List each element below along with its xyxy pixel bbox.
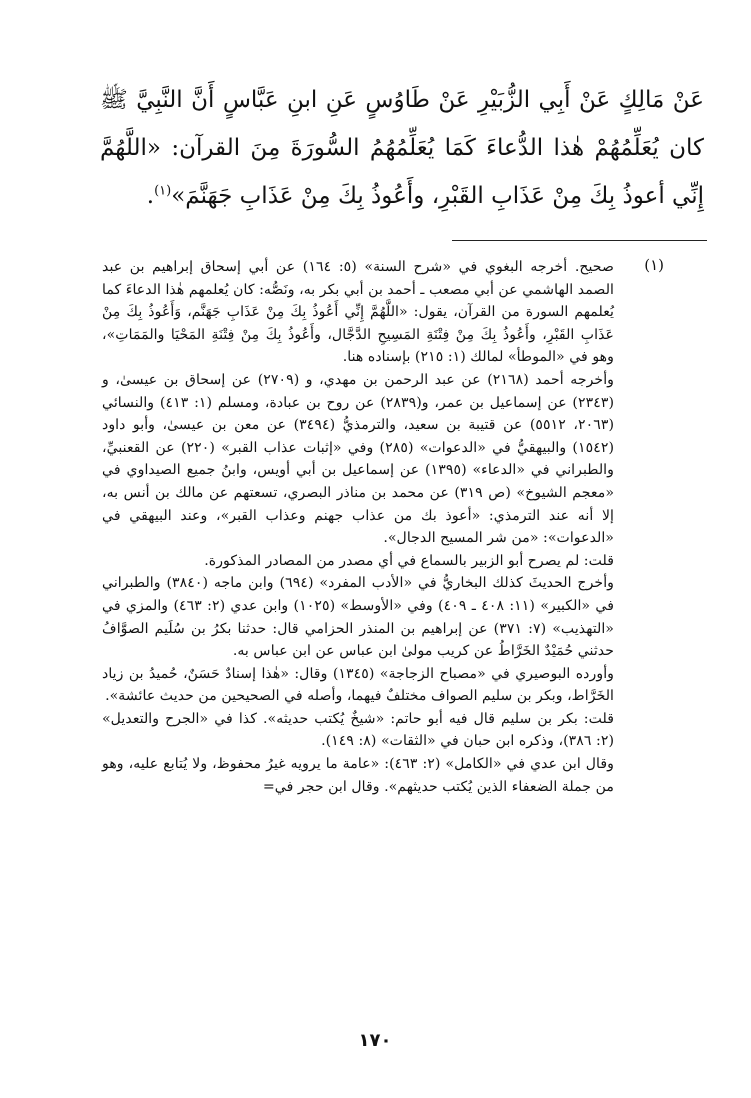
footnote-paragraph: وقال ابن عدي في «الكامل» (٢: ٤٦٣): «عامة ما يرويه غيرُ محفوظ، ولا يُتابع عليه، وهو من جملة الضعفاء الذين يُكتب حديثهم». وقال ابن حجر في= (102, 756, 614, 795)
hadith-text (100, 76, 704, 220)
hadith-paragraph (100, 76, 704, 220)
footnote-paragraph: وأخرجه أحمد (٢١٦٨) عن عبد الرحمن بن مهدي، و (٢٧٠٩) عن إسحاق بن عيسىٰ، و (٢٣٤٣) عن إسماعيل بن عمر، و(٢٨٣٩) عن روح بن عبادة، ومسلم (١: ٤١٣) والنسائي (٢٠٦٣، ٥٥١٢) عن قتيبة بن سعيد، والترمذيُّ (٣٤٩٤) عن معن بن عيسىٰ، وأبو داود (١٥٤٢) والبيهقيُّ في «الدعوات» (٢٨٥) وفي «إثبات عذاب القبر» (٢٢٠) عن القعنبيِّ، والطبراني في «الدعاء» (١٣٩٥) عن إسماعيل بن أبي أويس، وابنُ جميع الصيداوي في «معجم الشيوخ» (ص ٣١٩) عن محمد بن مناذر البصري، تسعتهم عن مالك بن أنس به، إلا أنه عند الترمذي: «أعوذ بك من عذاب جهنم وعذاب القبر»، وعند البيهقي في «الدعوات»: «من شر المسيح الدجال». (102, 371, 615, 547)
footnote-separator (452, 240, 707, 241)
footnote-paragraph: قلت: بكر بن سليم قال فيه أبو حاتم: «شيخٌ يُكتب حديثه». كذا في «الجرح والتعديل» (٢: ٣٨٦)، وذكره ابن حبان في «الثقات» (٨: ١٤٩). (102, 710, 614, 750)
footnote-reference: (١) (154, 183, 172, 199)
footnote-number: (١) (644, 256, 664, 274)
hadith-body: عَنْ مَالِكٍ عَنْ أَبِي الزُّبَيْرِ عَنْ طَاوُسٍ عَنِ ابنِ عَبَّاسٍ أَنَّ النَّبِيَّ ﷺ كان يُعَلِّمُهُمْ هٰذا الدُّعاءَ كَمَا يُعَلِّمُهُمُ السُّورَةَ مِنَ القرآن: «اللَّهُمَّ إِنِّي أعوذُ بِكَ مِنْ عَذَابِ القَبْرِ، وأَعُوذُ بِكَ مِنْ عَذَابِ جَهَنَّمَ» (100, 87, 704, 209)
page-number: ١٧٠ (358, 1030, 392, 1051)
footnote-paragraph: وأورده البوصيري في «مصباح الزجاجة» (١٣٤٥) وقال: «هٰذا إسنادٌ حَسَنٌ، حُميدُ بن زياد الخَرَّاط، وبكر بن سليم الصواف مختلفٌ فيهما، وأصله في الصحيحين من حديث عائشة». (102, 665, 614, 705)
hadith-end: . (146, 183, 155, 209)
footnote-block (102, 256, 614, 798)
footnote-paragraph: صحيح. أخرجه البغوي في «شرح السنة» (٥: ١٦٤) عن أبي إسحاق إبراهيم بن عبد الصمد الهاشمي عن أبي مصعب ـ أحمد بن أبي بكر به، ونَصُّه: كان يُعلمهم هٰذا الدعاءَ كما يُعلمهم السورة من القرآن، يقول: «اللَّهُمَّ إِنِّي أَعُوذُ بِكَ مِنْ عَذَابِ جَهَنَّم، وَأَعُوذُ بِكَ مِنْ عَذَابِ القَبْرِ، وأَعُوذُ بِكَ مِنْ فِتْنَةِ المَسِيحِ الدَّجَّال، وأَعُوذُ بِكَ مِنْ فِتْنَةِ المَحْيَا والمَمَاتِ»، وهو في «الموطأ» لمالك (١: ٢١٥) بإسناده هنا. (102, 259, 615, 366)
footnote-paragraph: وأخرج الحديثَ كذلك البخاريُّ في «الأدب المفرد» (٦٩٤) وابن ماجه (٣٨٤٠) والطبراني في «الكبير» (١١: ٤٠٨ ـ ٤٠٩) وفي «الأوسط» (١٠٢٥) وابن عدي (٢: ٤٦٣) والمزي في «التهذيب» (٧: ٣٧١) عن إبراهيم بن المنذر الحزامي قال: حدثنا بكرُ بن سُلَيم الصوَّافُ حدثني حُمَيْدٌ الخَرَّاطُ عن كريب مولىٰ ابن عباس عن ابن عباس به. (102, 575, 614, 660)
footnote-paragraph: قلت: لم يصرح أبو الزبير بالسماع في أي مصدر من المصادر المذكورة. (204, 552, 614, 569)
